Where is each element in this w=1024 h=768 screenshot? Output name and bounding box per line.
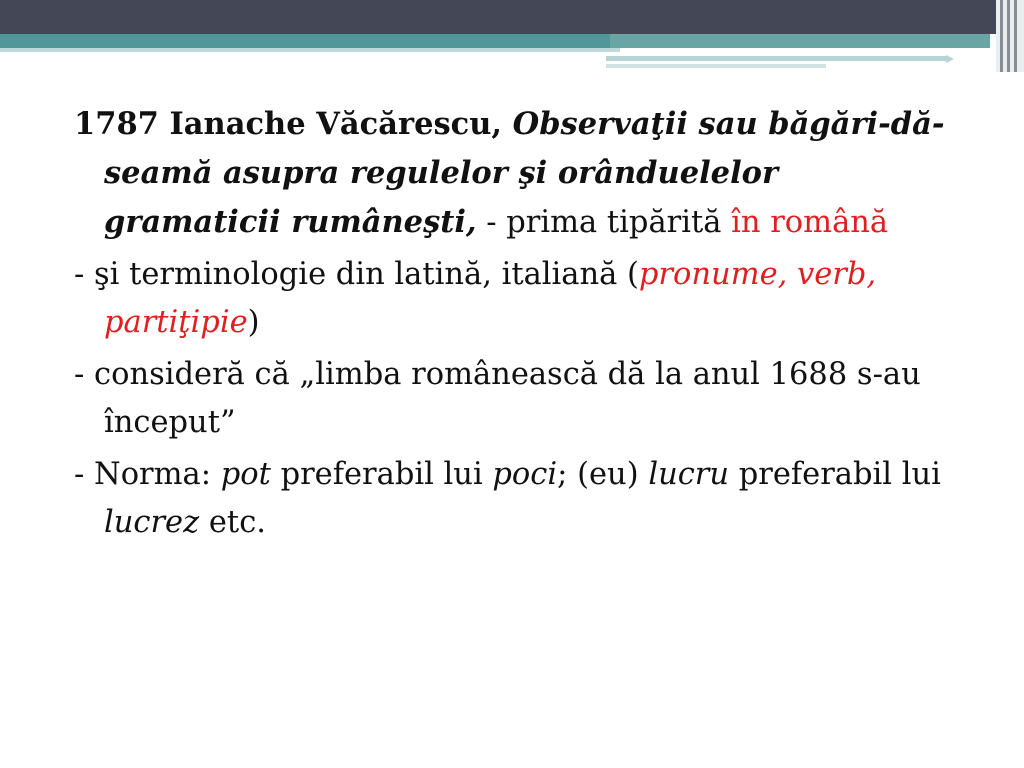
quote-text: - consideră că „limba românească dă la anul 1688 s-au început” xyxy=(74,357,921,440)
norm-form-lucrez: lucrez xyxy=(104,505,200,540)
book-title: Observaţii sau băgări-dă-seamă asupra regulelor şi orânduelelor gramaticii rumâneşti, xyxy=(104,106,945,240)
terminology-close: ) xyxy=(247,305,260,340)
norm-mid-2: ; (eu) xyxy=(557,457,649,492)
header-light-line-b xyxy=(606,56,946,61)
header-light-line xyxy=(0,48,620,52)
terminology-terms: pronume, verb, partiţipie xyxy=(104,257,877,340)
header-teal-band-right xyxy=(610,34,990,48)
norm-mid-3: preferabil lui xyxy=(729,457,941,492)
norm-form-poci: poci xyxy=(492,457,558,492)
header-corner-bars xyxy=(996,0,1024,72)
year-author: 1787 Ianache Văcărescu, xyxy=(74,106,513,142)
norm-form-lucru: lucru xyxy=(648,457,730,492)
paragraph-vacarescu xyxy=(74,100,954,247)
paragraph-terminology xyxy=(74,251,954,347)
header-teal-band xyxy=(0,34,610,48)
norm-prefix: - Norma: xyxy=(74,457,221,492)
norm-mid-1: preferabil lui xyxy=(270,457,493,492)
header-arrow-tip xyxy=(946,55,954,63)
header-dark-band xyxy=(0,0,1024,34)
paragraph-norm xyxy=(74,451,954,547)
norm-form-pot: pot xyxy=(220,457,271,492)
terminology-text: - şi terminologie din latină, italiană ( xyxy=(74,257,639,292)
header-light-line-c xyxy=(606,64,826,68)
slide-body xyxy=(74,100,954,551)
separator-text: - prima tipărită xyxy=(476,205,732,240)
norm-suffix: etc. xyxy=(199,505,266,540)
paragraph-quote xyxy=(74,351,954,447)
highlight-language: în română xyxy=(731,205,889,240)
